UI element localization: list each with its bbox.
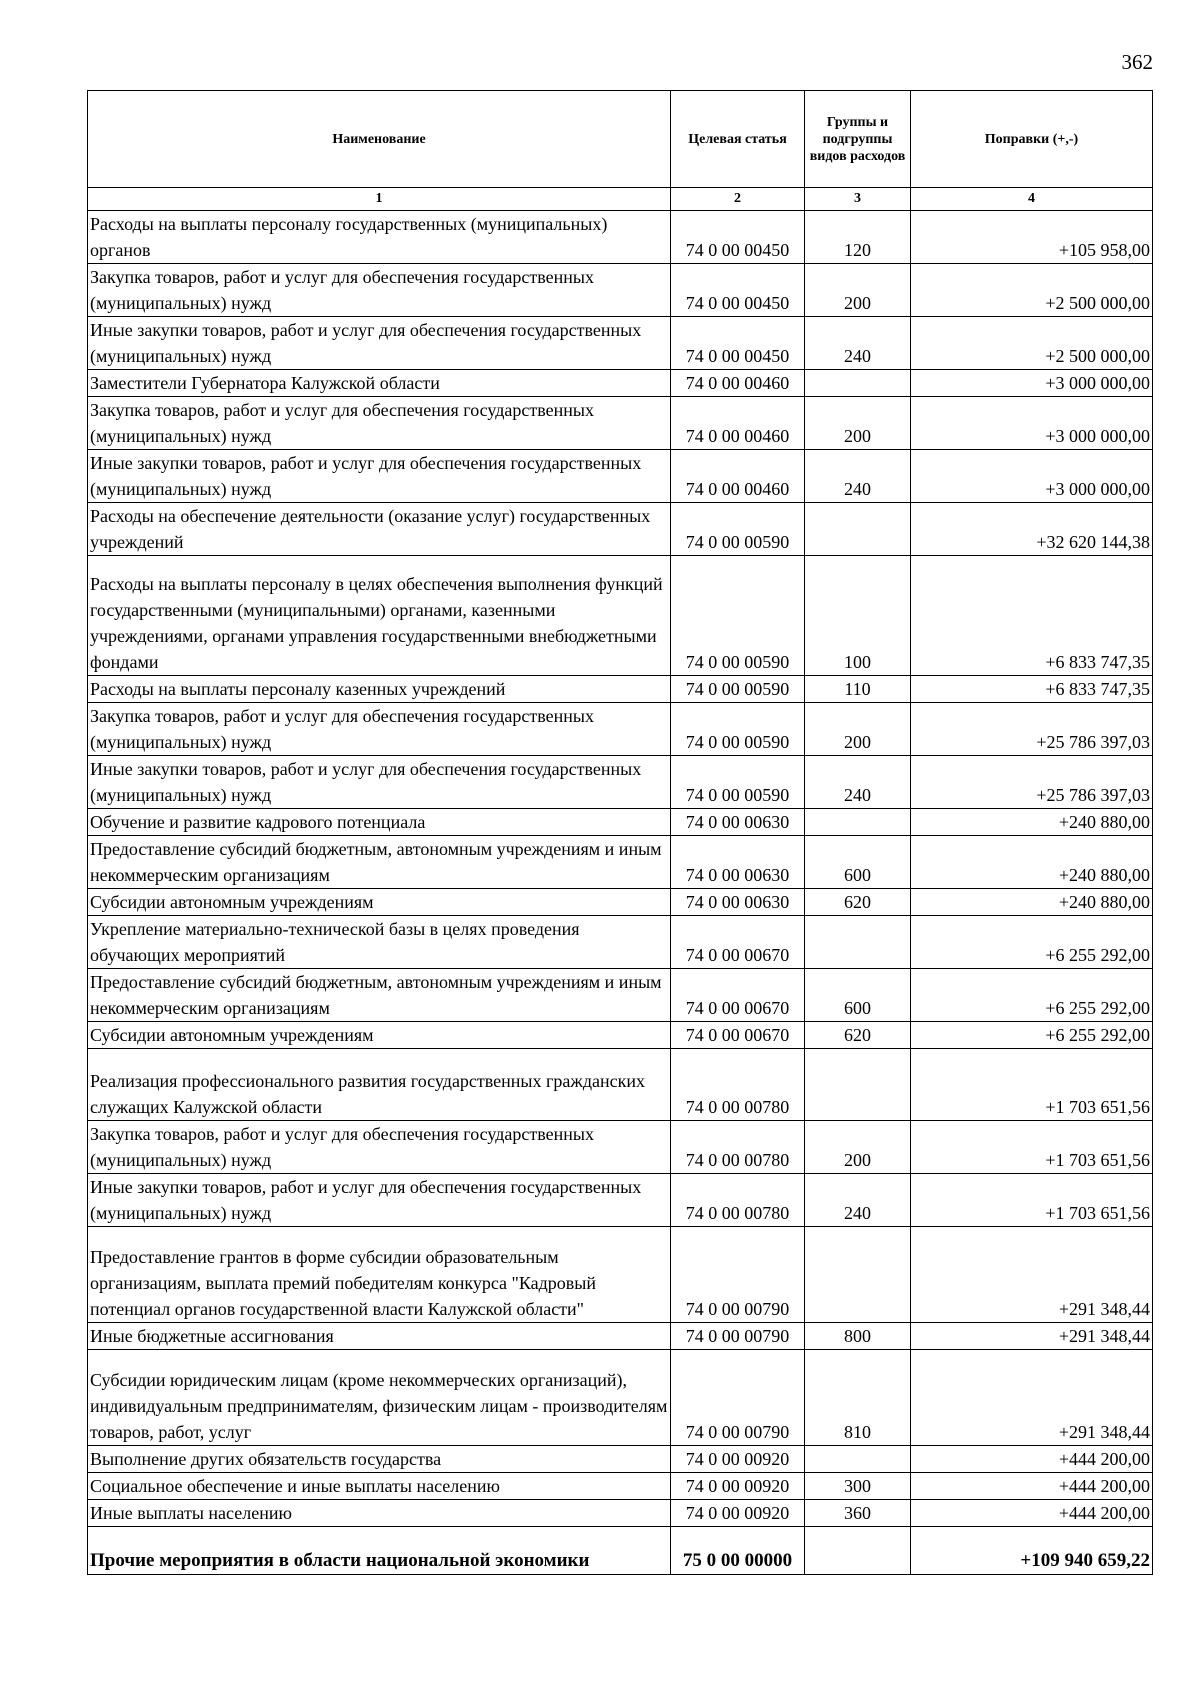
row-target-article: 74 0 00 00920	[671, 1473, 805, 1500]
row-expense-group	[805, 1446, 911, 1473]
row-expense-group: 120	[805, 211, 911, 264]
table-row	[88, 1446, 1153, 1473]
table-row	[88, 1323, 1153, 1350]
column-number: 1	[88, 188, 671, 211]
row-name: Закупка товаров, работ и услуг для обеспечения государственных (муниципальных) нужд	[88, 264, 671, 317]
row-target-article: 74 0 00 00780	[671, 1121, 805, 1174]
row-amendment-amount: +6 255 292,00	[911, 1022, 1153, 1049]
row-expense-group: 300	[805, 1473, 911, 1500]
row-expense-group	[805, 503, 911, 556]
column-number-row	[88, 188, 1153, 211]
row-amendment-amount: +25 786 397,03	[911, 756, 1153, 809]
table-row	[88, 503, 1153, 556]
row-name: Субсидии автономным учреждениям	[88, 1022, 671, 1049]
row-amendment-amount: +444 200,00	[911, 1446, 1153, 1473]
row-name: Иные закупки товаров, работ и услуг для обеспечения государственных (муниципальных) нужд	[88, 1174, 671, 1227]
row-expense-group: 200	[805, 703, 911, 756]
row-expense-group	[805, 916, 911, 969]
row-amendment-amount: +240 880,00	[911, 836, 1153, 889]
row-name: Прочие мероприятия в области национальной экономики	[88, 1527, 671, 1575]
row-amendment-amount: +6 255 292,00	[911, 969, 1153, 1022]
row-amendment-amount: +444 200,00	[911, 1473, 1153, 1500]
row-amendment-amount: +109 940 659,22	[911, 1527, 1153, 1575]
row-expense-group	[805, 1527, 911, 1575]
row-amendment-amount: +291 348,44	[911, 1323, 1153, 1350]
row-expense-group: 240	[805, 317, 911, 370]
row-expense-group	[805, 1049, 911, 1121]
row-target-article: 74 0 00 00630	[671, 809, 805, 836]
row-name: Предоставление грантов в форме субсидии образовательным организациям, выплата премий победителям конкурса "Кадровый потенциал органов государственной власти Калужской области"	[88, 1227, 671, 1323]
row-name: Заместители Губернатора Калужской области	[88, 370, 671, 397]
budget-amendments-table	[87, 90, 1153, 1575]
table-row	[88, 1500, 1153, 1527]
row-target-article: 74 0 00 00450	[671, 317, 805, 370]
row-target-article: 74 0 00 00590	[671, 676, 805, 703]
table-row	[88, 1121, 1153, 1174]
row-expense-group: 100	[805, 556, 911, 676]
header-expense-groups: Группы и подгруппы видов расходов	[805, 91, 911, 188]
row-target-article: 74 0 00 00790	[671, 1350, 805, 1446]
column-number: 2	[671, 188, 805, 211]
row-name: Закупка товаров, работ и услуг для обеспечения государственных (муниципальных) нужд	[88, 397, 671, 450]
row-name: Иные выплаты населению	[88, 1500, 671, 1527]
row-amendment-amount: +32 620 144,38	[911, 503, 1153, 556]
row-name: Иные закупки товаров, работ и услуг для обеспечения государственных (муниципальных) нужд	[88, 317, 671, 370]
row-expense-group: 620	[805, 889, 911, 916]
table-row	[88, 1174, 1153, 1227]
table-row	[88, 317, 1153, 370]
row-amendment-amount: +25 786 397,03	[911, 703, 1153, 756]
row-expense-group: 360	[805, 1500, 911, 1527]
table-row	[88, 264, 1153, 317]
row-amendment-amount: +291 348,44	[911, 1227, 1153, 1323]
row-name: Укрепление материально-технической базы в целях проведения обучающих мероприятий	[88, 916, 671, 969]
row-amendment-amount: +240 880,00	[911, 809, 1153, 836]
row-target-article: 75 0 00 00000	[671, 1527, 805, 1575]
table-row	[88, 370, 1153, 397]
row-name: Социальное обеспечение и иные выплаты населению	[88, 1473, 671, 1500]
row-amendment-amount: +3 000 000,00	[911, 397, 1153, 450]
row-expense-group	[805, 1227, 911, 1323]
row-target-article: 74 0 00 00590	[671, 703, 805, 756]
table-row	[88, 450, 1153, 503]
row-amendment-amount: +291 348,44	[911, 1350, 1153, 1446]
table-row	[88, 1227, 1153, 1323]
row-target-article: 74 0 00 00670	[671, 1022, 805, 1049]
row-target-article: 74 0 00 00590	[671, 556, 805, 676]
row-name: Закупка товаров, работ и услуг для обеспечения государственных (муниципальных) нужд	[88, 703, 671, 756]
row-target-article: 74 0 00 00670	[671, 916, 805, 969]
row-amendment-amount: +1 703 651,56	[911, 1121, 1153, 1174]
header-target-article: Целевая статья	[671, 91, 805, 188]
row-expense-group: 800	[805, 1323, 911, 1350]
row-expense-group	[805, 370, 911, 397]
table-row	[88, 756, 1153, 809]
row-target-article: 74 0 00 00460	[671, 450, 805, 503]
table-row	[88, 1473, 1153, 1500]
row-amendment-amount: +6 833 747,35	[911, 556, 1153, 676]
row-amendment-amount: +3 000 000,00	[911, 450, 1153, 503]
row-target-article: 74 0 00 00780	[671, 1049, 805, 1121]
row-amendment-amount: +6 255 292,00	[911, 916, 1153, 969]
row-expense-group: 200	[805, 1121, 911, 1174]
table-row	[88, 1527, 1153, 1575]
row-amendment-amount: +2 500 000,00	[911, 264, 1153, 317]
row-name: Выполнение других обязательств государства	[88, 1446, 671, 1473]
row-name: Предоставление субсидий бюджетным, автономным учреждениям и иным некоммерческим организациям	[88, 969, 671, 1022]
table-row	[88, 889, 1153, 916]
column-number: 4	[911, 188, 1153, 211]
row-target-article: 74 0 00 00450	[671, 264, 805, 317]
table-row	[88, 703, 1153, 756]
table-row	[88, 397, 1153, 450]
row-name: Расходы на выплаты персоналу в целях обеспечения выполнения функций государственными (муниципальными) органами, казенными учреждениями, органами управления государственными внебюджетными фондами	[88, 556, 671, 676]
row-target-article: 74 0 00 00450	[671, 211, 805, 264]
row-name: Субсидии юридическим лицам (кроме некоммерческих организаций), индивидуальным предпринимателям, физическим лицам - производителям товаров, работ, услуг	[88, 1350, 671, 1446]
table-body	[88, 211, 1153, 1575]
page-number: 362	[1121, 50, 1153, 74]
row-name: Предоставление субсидий бюджетным, автономным учреждениям и иным некоммерческим организациям	[88, 836, 671, 889]
row-amendment-amount: +3 000 000,00	[911, 370, 1153, 397]
row-expense-group: 600	[805, 969, 911, 1022]
row-name: Реализация профессионального развития государственных гражданских служащих Калужской области	[88, 1049, 671, 1121]
table-row	[88, 1022, 1153, 1049]
row-amendment-amount: +240 880,00	[911, 889, 1153, 916]
row-target-article: 74 0 00 00790	[671, 1227, 805, 1323]
header-amendments: Поправки (+,-)	[911, 91, 1153, 188]
row-name: Расходы на выплаты персоналу государственных (муниципальных) органов	[88, 211, 671, 264]
row-amendment-amount: +1 703 651,56	[911, 1049, 1153, 1121]
row-target-article: 74 0 00 00590	[671, 756, 805, 809]
row-amendment-amount: +6 833 747,35	[911, 676, 1153, 703]
row-name: Иные закупки товаров, работ и услуг для обеспечения государственных (муниципальных) нужд	[88, 450, 671, 503]
row-expense-group: 810	[805, 1350, 911, 1446]
table-row	[88, 969, 1153, 1022]
row-target-article: 74 0 00 00630	[671, 889, 805, 916]
row-target-article: 74 0 00 00920	[671, 1446, 805, 1473]
row-expense-group: 240	[805, 450, 911, 503]
table-row	[88, 916, 1153, 969]
row-target-article: 74 0 00 00460	[671, 370, 805, 397]
table-row	[88, 211, 1153, 264]
row-amendment-amount: +444 200,00	[911, 1500, 1153, 1527]
row-amendment-amount: +1 703 651,56	[911, 1174, 1153, 1227]
row-expense-group: 110	[805, 676, 911, 703]
row-expense-group: 620	[805, 1022, 911, 1049]
row-name: Обучение и развитие кадрового потенциала	[88, 809, 671, 836]
row-expense-group: 200	[805, 397, 911, 450]
row-name: Закупка товаров, работ и услуг для обеспечения государственных (муниципальных) нужд	[88, 1121, 671, 1174]
row-target-article: 74 0 00 00460	[671, 397, 805, 450]
row-amendment-amount: +2 500 000,00	[911, 317, 1153, 370]
table-row	[88, 1049, 1153, 1121]
row-name: Расходы на обеспечение деятельности (оказание услуг) государственных учреждений	[88, 503, 671, 556]
row-name: Субсидии автономным учреждениям	[88, 889, 671, 916]
row-expense-group: 240	[805, 1174, 911, 1227]
table-row	[88, 556, 1153, 676]
table-row	[88, 809, 1153, 836]
table-header-row	[88, 91, 1153, 188]
column-number: 3	[805, 188, 911, 211]
row-target-article: 74 0 00 00670	[671, 969, 805, 1022]
row-amendment-amount: +105 958,00	[911, 211, 1153, 264]
table-row	[88, 1350, 1153, 1446]
table-row	[88, 836, 1153, 889]
row-target-article: 74 0 00 00780	[671, 1174, 805, 1227]
row-target-article: 74 0 00 00790	[671, 1323, 805, 1350]
row-expense-group: 240	[805, 756, 911, 809]
row-target-article: 74 0 00 00630	[671, 836, 805, 889]
row-name: Иные закупки товаров, работ и услуг для обеспечения государственных (муниципальных) нужд	[88, 756, 671, 809]
row-name: Иные бюджетные ассигнования	[88, 1323, 671, 1350]
row-expense-group	[805, 809, 911, 836]
header-name: Наименование	[88, 91, 671, 188]
row-expense-group: 600	[805, 836, 911, 889]
row-target-article: 74 0 00 00920	[671, 1500, 805, 1527]
row-expense-group: 200	[805, 264, 911, 317]
row-target-article: 74 0 00 00590	[671, 503, 805, 556]
row-name: Расходы на выплаты персоналу казенных учреждений	[88, 676, 671, 703]
table-row	[88, 676, 1153, 703]
